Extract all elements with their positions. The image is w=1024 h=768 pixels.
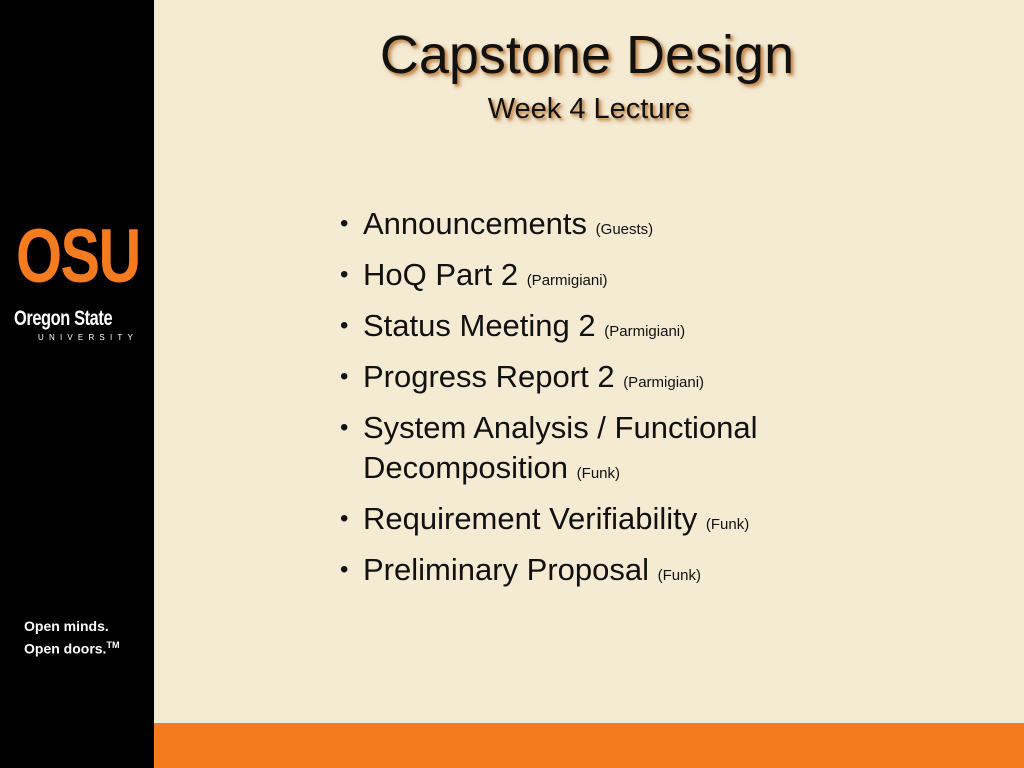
footer-bar — [154, 723, 1024, 768]
logo-name: Oregon State — [14, 307, 113, 330]
agenda-topic: System Analysis / Functional Decomposition — [363, 410, 758, 485]
agenda-item — [340, 255, 820, 301]
slide-subtitle: Week 4 Lecture — [487, 93, 691, 125]
agenda-item — [340, 204, 820, 250]
trademark-mark: TM — [106, 640, 120, 650]
bullet-icon: • — [340, 505, 349, 532]
agenda-topic: Status Meeting 2 — [363, 308, 596, 343]
agenda-item-text — [363, 357, 820, 403]
agenda-item-text — [363, 550, 820, 596]
logo-letters: OSU — [16, 214, 140, 299]
agenda-item-text — [363, 204, 820, 250]
tagline-line-2-text: Open doors. — [24, 640, 107, 657]
agenda-item — [340, 499, 820, 545]
agenda-item-text — [363, 499, 820, 545]
bullet-icon: • — [340, 261, 349, 288]
agenda-presenter: (Parmigiani) — [623, 374, 705, 391]
agenda-topic: HoQ Part 2 — [363, 257, 519, 292]
agenda-topic: Preliminary Proposal — [363, 552, 649, 587]
logo-subtitle: UNIVERSITY — [38, 333, 139, 342]
agenda-presenter: (Guests) — [595, 221, 654, 238]
bullet-icon: • — [340, 414, 349, 441]
bullet-icon: • — [340, 363, 349, 390]
agenda-item-text — [363, 255, 820, 301]
agenda-item-text — [363, 408, 820, 494]
agenda-item — [340, 306, 820, 352]
agenda-presenter: (Funk) — [705, 516, 750, 533]
agenda-list — [340, 204, 820, 601]
tagline — [24, 617, 119, 659]
tagline-line-1: Open minds. — [24, 618, 109, 634]
agenda-presenter: (Funk) — [576, 465, 621, 482]
agenda-item — [340, 357, 820, 403]
osu-logo — [14, 212, 142, 342]
agenda-presenter: (Parmigiani) — [604, 323, 686, 340]
agenda-presenter: (Funk) — [657, 567, 701, 584]
bullet-icon: • — [340, 312, 349, 339]
title-block — [154, 20, 1024, 128]
agenda-item — [340, 408, 820, 494]
agenda-topic: Requirement Verifiability — [363, 501, 698, 536]
slide-title: Capstone Design — [379, 25, 795, 85]
bullet-icon: • — [340, 210, 349, 237]
sidebar — [0, 0, 154, 768]
tagline-line-2 — [24, 636, 119, 659]
agenda-topic: Progress Report 2 — [363, 359, 615, 394]
agenda-topic: Announcements — [363, 206, 588, 241]
agenda-item — [340, 550, 820, 596]
agenda-presenter: (Parmigiani) — [526, 272, 608, 289]
agenda-item-text — [363, 306, 820, 352]
bullet-icon: • — [340, 556, 349, 583]
